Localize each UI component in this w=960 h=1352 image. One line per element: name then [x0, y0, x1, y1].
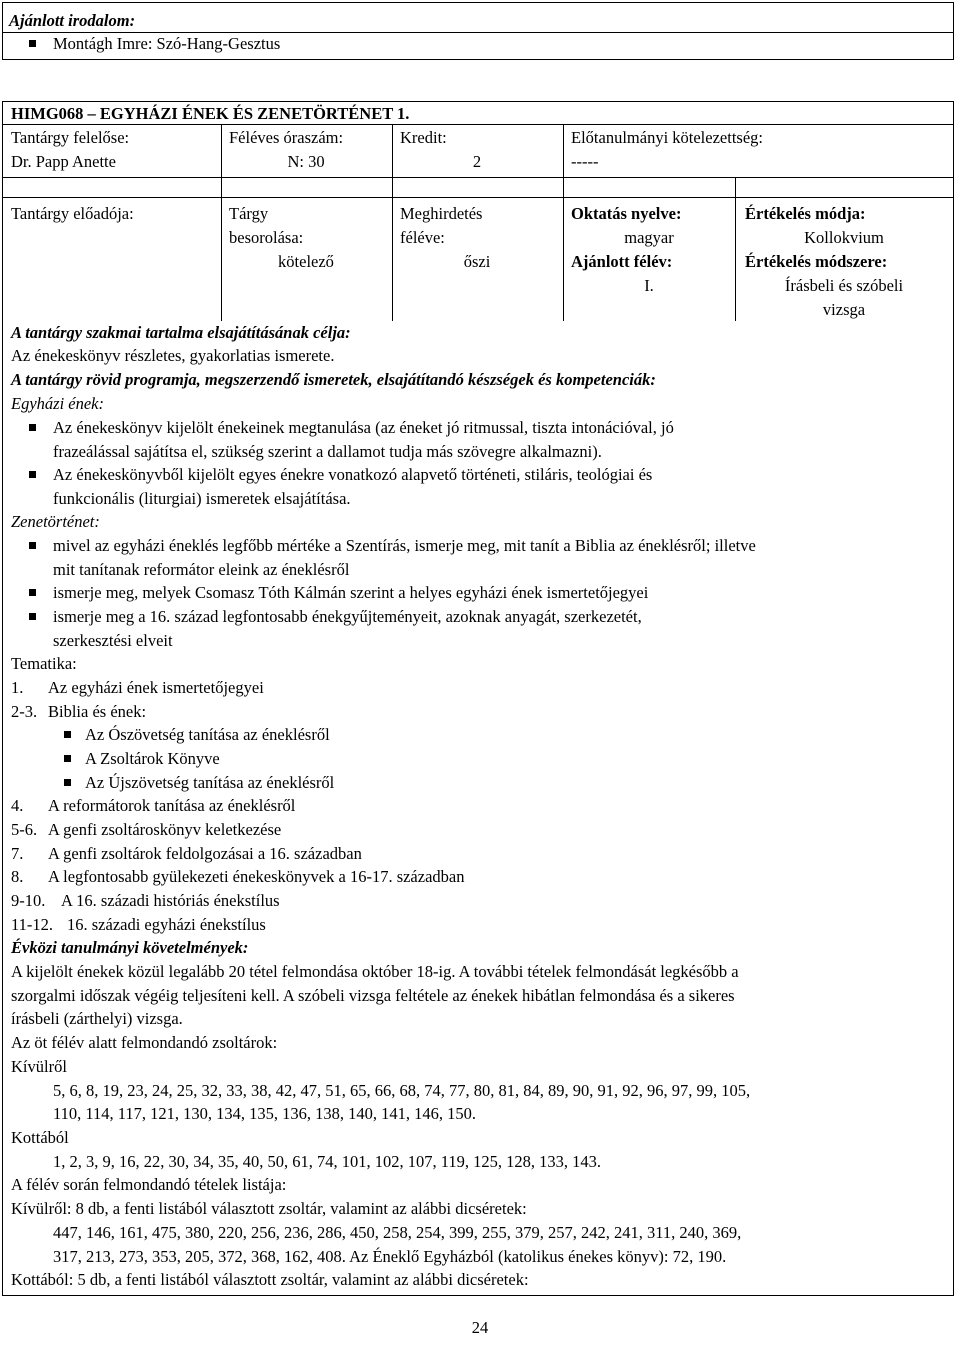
theme-num: 1.: [11, 678, 24, 697]
language-label: Oktatás nyelve:: [571, 204, 682, 223]
semester-list-heading: A félév során felmondandó tételek listája:: [11, 1175, 287, 1194]
bullet-icon: [64, 779, 71, 786]
theme-sub-item: A Zsoltárok Könyve: [85, 749, 220, 768]
theme-text: A genfi zsoltároskönyv keletkezése: [48, 820, 282, 839]
chant-item-1-line-1: Az énekeskönyv kijelölt énekeinek megtanulása (az éneket jó ritmussal, tiszta intonációval, jó: [53, 418, 674, 437]
theme-text: A reformátorok tanítása az éneklésről: [48, 796, 296, 815]
type-label-2: besorolása:: [229, 228, 304, 247]
recommended-semester-label: Ajánlott félév:: [571, 252, 673, 271]
chant-item-2-line-2: funkcionális (liturgiai) ismeretek elsajátítása.: [53, 489, 351, 508]
semester-book: Kottából: 5 db, a fenti listából választott zsoltár, valamint az alábbi dicséretek:: [11, 1270, 529, 1289]
bullet-icon: [29, 613, 36, 620]
course-code-title: HIMG068 – EGYHÁZI ÉNEK ÉS ZENETÖRTÉNET 1.: [11, 104, 410, 123]
theme-text: A genfi zsoltárok feldolgozásai a 16. században: [48, 844, 362, 863]
psalms-heading: Az öt félév alatt felmondandó zsoltárok:: [11, 1033, 278, 1052]
theme-sub-item: Az Ószövetség tanítása az éneklésről: [85, 725, 330, 744]
hours-value: N: 30: [287, 152, 325, 171]
evaluation-method-value-2: vizsga: [822, 300, 866, 319]
theme-text: 16. századi egyházi énekstílus: [67, 915, 266, 934]
history-item-3-line-2: szerkesztési elveit: [53, 631, 173, 650]
prereq-label: Előtanulmányi kötelezettség:: [571, 128, 763, 147]
semester-value: őszi: [463, 252, 491, 271]
bullet-icon: [64, 731, 71, 738]
language-value: magyar: [624, 228, 674, 247]
credit-label: Kredit:: [400, 128, 447, 147]
bullet-icon: [29, 542, 36, 549]
history-item-3-line-1: ismerje meg a 16. század legfontosabb énekgyűjteményeit, azoknak anyagát, szerkezetét,: [53, 607, 642, 626]
memory-label: Kívülről: [11, 1057, 67, 1076]
type-value: kötelező: [278, 252, 334, 271]
evaluation-method-label: Értékelés módszere:: [745, 252, 888, 271]
theme-text: A legfontosabb gyülekezeti énekeskönyvek a 16-17. században: [48, 867, 465, 886]
goal-text: Az énekeskönyv részletes, gyakorlatias ismerete.: [11, 346, 335, 365]
lecturer-label: Tantárgy előadója:: [11, 204, 134, 223]
themes-heading: Tematika:: [11, 654, 77, 673]
hours-label: Féléves óraszám:: [229, 128, 344, 147]
semester-label-2: féléve:: [400, 228, 445, 247]
evaluation-method-value: Írásbeli és szóbeli: [784, 276, 904, 295]
type-label-1: Tárgy: [229, 204, 269, 223]
semester-label-1: Meghirdetés: [400, 204, 483, 223]
evaluation-value: Kollokvium: [804, 228, 884, 247]
requirements-heading: Évközi tanulmányi követelmények:: [11, 938, 249, 957]
requirements-line: írásbeli (zárthelyi) vizsga.: [11, 1009, 183, 1028]
theme-num: 8.: [11, 867, 24, 886]
history-heading: Zenetörténet:: [11, 512, 100, 531]
theme-num: 11-12.: [11, 915, 54, 934]
responsible-label: Tantárgy felelőse:: [11, 128, 130, 147]
reading-heading: Ajánlott irodalom:: [9, 11, 136, 30]
theme-num: 2-3.: [11, 702, 38, 721]
history-item-1-line-2: mit tanítanak reformátor eleink az éneklésről: [53, 560, 350, 579]
responsible-value: Dr. Papp Anette: [11, 152, 116, 171]
recommended-reading-box: [2, 2, 954, 60]
theme-num: 4.: [11, 796, 24, 815]
program-heading: A tantárgy rövid programja, megszerzendő ismeretek, elsajátítandó készségek és kompetenciák:: [11, 370, 656, 389]
theme-text: A 16. századi históriás énekstílus: [61, 891, 280, 910]
reading-item: Montágh Imre: Szó-Hang-Gesztus: [53, 34, 281, 53]
chant-heading: Egyházi ének:: [11, 394, 104, 413]
semester-memory-line: 447, 146, 161, 475, 380, 220, 256, 236, 286, 450, 258, 254, 399, 255, 379, 257, 242, 241, 311, 240, 369,: [53, 1223, 742, 1242]
course-sheet: [2, 101, 954, 1296]
bullet-icon: [64, 755, 71, 762]
bullet-icon: [29, 471, 36, 478]
theme-sub-item: Az Újszövetség tanítása az éneklésről: [85, 773, 335, 792]
goal-heading: A tantárgy szakmai tartalma elsajátításának célja:: [11, 323, 351, 342]
chant-item-1-line-2: frazeálással sajátítsa el, szükség szerint a dallamot tudja más szövegre alkalmazni).: [53, 442, 602, 461]
page-number: 24: [471, 1318, 489, 1337]
book-line: 1, 2, 3, 9, 16, 22, 30, 34, 35, 40, 50, 61, 74, 101, 102, 107, 119, 125, 128, 133, 143.: [53, 1152, 602, 1171]
bullet-icon: [29, 589, 36, 596]
bullet-icon: [29, 424, 36, 431]
semester-memory-line: 317, 213, 273, 353, 205, 372, 368, 162, 408. Az Éneklő Egyházból (katolikus énekes könyv): 72, 190.: [53, 1247, 727, 1266]
requirements-line: A kijelölt énekek közül legalább 20 tétel felmondása október 18-ig. A további tételek felmondását legkésőbb a: [11, 962, 739, 981]
history-item-1-line-1: mivel az egyházi éneklés legfőbb mértéke a Szentírás, ismerje meg, mit tanít a Biblia az éneklésről; illetve: [53, 536, 756, 555]
chant-item-2-line-1: Az énekeskönyvből kijelölt egyes énekre vonatkozó alapvető történeti, stiláris, teológiai és: [53, 465, 653, 484]
memory-line: 110, 114, 117, 121, 130, 134, 135, 136, 138, 140, 141, 146, 150.: [53, 1104, 477, 1123]
theme-text: Az egyházi ének ismertetőjegyei: [48, 678, 264, 697]
evaluation-label: Értékelés módja:: [745, 204, 866, 223]
bullet-icon: [29, 40, 36, 47]
theme-text: Biblia és ének:: [48, 702, 147, 721]
requirements-line: szorgalmi időszak végéig teljesíteni kell. A szóbeli vizsga feltétele az énekek hibátlan felmondása és a sikeres: [11, 986, 735, 1005]
theme-num: 5-6.: [11, 820, 38, 839]
semester-memory: Kívülről: 8 db, a fenti listából választott zsoltár, valamint az alábbi dicséretek:: [11, 1199, 527, 1218]
history-item-2: ismerje meg, melyek Csomasz Tóth Kálmán szerint a helyes egyházi ének ismertetőjegyei: [53, 583, 649, 602]
memory-line: 5, 6, 8, 19, 23, 24, 25, 32, 33, 38, 42, 47, 51, 65, 66, 68, 74, 77, 80, 81, 84, 89, 90, 91, 92, 96, 97, 99, 105,: [53, 1081, 751, 1100]
theme-num: 7.: [11, 844, 24, 863]
prereq-value: -----: [571, 152, 599, 171]
credit-value: 2: [472, 152, 482, 171]
theme-num: 9-10.: [11, 891, 46, 910]
recommended-semester-value: I.: [644, 276, 654, 295]
book-label: Kottából: [11, 1128, 69, 1147]
